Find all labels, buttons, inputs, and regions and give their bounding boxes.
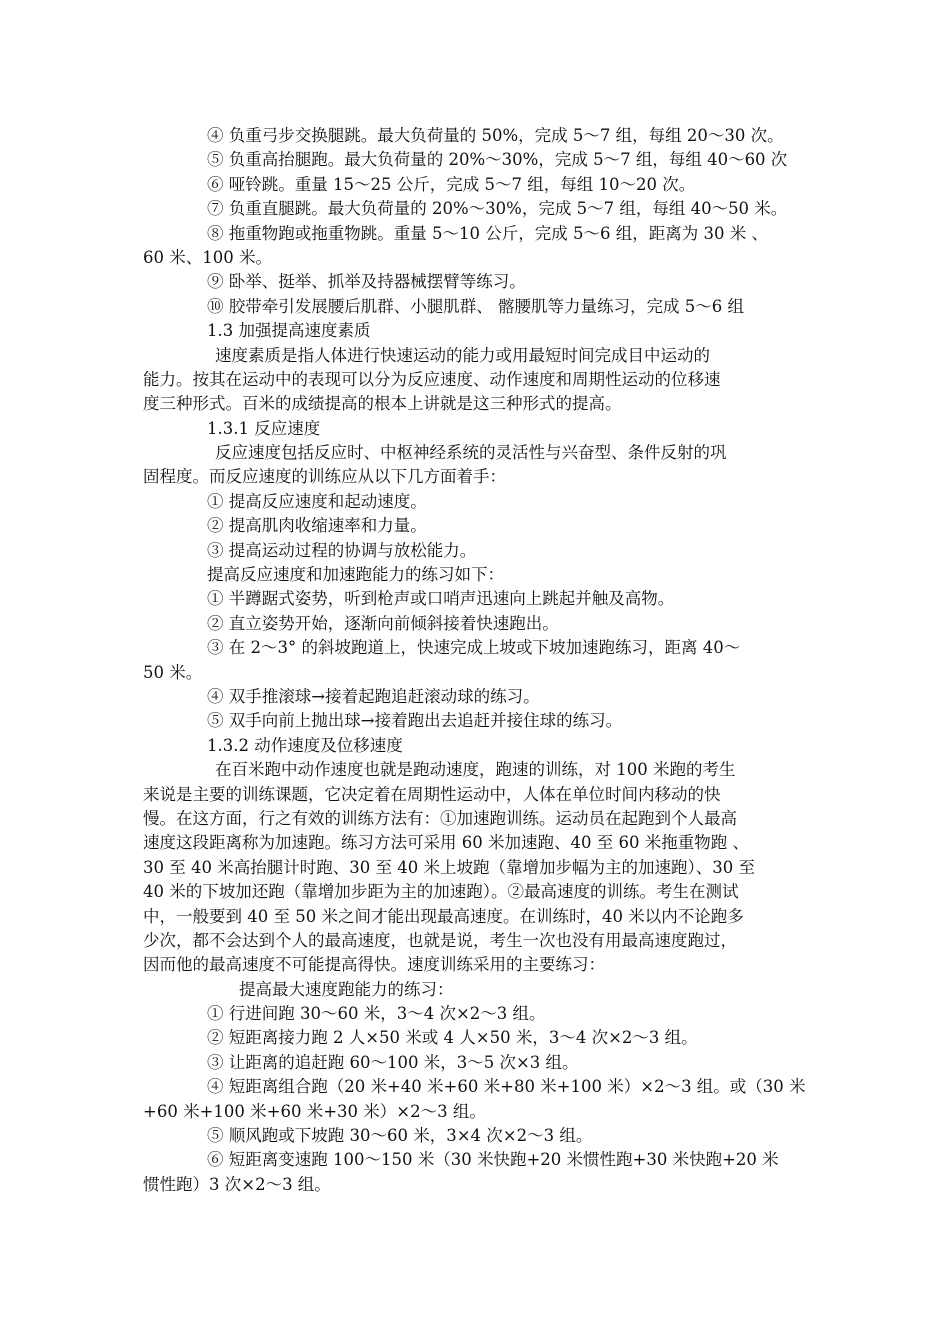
- list-item: ② 短距离接力跑 2 人×50 米或 4 人×50 米，3～4 次×2～3 组。: [207, 1028, 698, 1048]
- list-item: ③ 在 2～3° 的斜坡跑道上，快速完成上坡或下坡加速跑练习，距离 40～: [207, 638, 741, 658]
- list-item: ③ 提高运动过程的协调与放松能力。: [207, 540, 477, 560]
- paragraph-line: 来说是主要的训练课题，它决定着在周期性运动中，人体在单位时间内移动的快: [143, 784, 721, 804]
- list-item: ⑤ 顺风跑或下坡跑 30～60 米，3×4 次×2～3 组。: [207, 1126, 593, 1146]
- list-item: ④ 短距离组合跑（20 米+40 米+60 米+80 米+100 米）×2～3 组。或（30 米: [207, 1077, 806, 1097]
- list-item: ④ 双手推滚球→接着起跑追赶滚动球的练习。: [207, 686, 540, 706]
- paragraph-line: 固程度。而反应速度的训练应从以下几方面着手：: [143, 467, 506, 487]
- subsection-heading: 1.3.2 动作速度及位移速度: [207, 735, 403, 755]
- list-item: ③ 让距离的追赶跑 60～100 米，3～5 次×3 组。: [207, 1052, 579, 1072]
- list-item: ⑤ 负重高抬腿跑。最大负荷量的 20%～30%，完成 5～7 组，每组 40～60 次: [207, 150, 788, 170]
- list-item: ⑥ 哑铃跳。重量 15～25 公斤，完成 5～7 组，每组 10～20 次。: [207, 174, 696, 194]
- paragraph-line: 速度素质是指人体进行快速运动的能力或用最短时间完成目中运动的: [215, 345, 710, 365]
- list-item: ⑤ 双手向前上抛出球→接着跑出去追赶并接住球的练习。: [207, 711, 623, 731]
- paragraph-line: 中，一般要到 40 至 50 米之间才能出现最高速度。在训练时，40 米以内不论跑多: [143, 906, 744, 926]
- list-item-continuation: 惯性跑）3 次×2～3 组。: [143, 1174, 331, 1194]
- list-item: ② 提高肌肉收缩速率和力量。: [207, 516, 427, 536]
- paragraph-line: 因而他的最高速度不可能提高得快。速度训练采用的主要练习：: [143, 955, 605, 975]
- list-item-continuation: 50 米。: [143, 662, 203, 682]
- paragraph-line: 反应速度包括反应时、中枢神经系统的灵活性与兴奋型、条件反射的巩: [215, 443, 727, 463]
- paragraph-line: 度三种形式。百米的成绩提高的根本上讲就是这三种形式的提高。: [143, 394, 622, 414]
- list-item: ① 半蹲踞式姿势，听到枪声或口哨声迅速向上跳起并触及高物。: [207, 589, 675, 609]
- paragraph-line: 在百米跑中动作速度也就是跑动速度，跑速的训练，对 100 米跑的考生: [215, 760, 736, 780]
- paragraph-line: 提高反应速度和加速跑能力的练习如下：: [207, 565, 504, 585]
- paragraph-line: 能力。按其在运动中的表现可以分为反应速度、动作速度和周期性运动的位移速: [143, 369, 721, 389]
- list-item: ⑨ 卧举、挺举、抓举及持器械摆臂等练习。: [207, 272, 526, 292]
- paragraph-line: 速度这段距离称为加速跑。练习方法可采用 60 米加速跑、40 至 60 米拖重物跑 、: [143, 833, 749, 853]
- list-item: ② 直立姿势开始，逐渐向前倾斜接着快速跑出。: [207, 613, 559, 633]
- section-heading: 1.3 加强提高速度素质: [207, 321, 371, 341]
- list-item: ④ 负重弓步交换腿跳。最大负荷量的 50%，完成 5～7 组，每组 20～30 次。: [207, 126, 784, 145]
- paragraph-line: 提高最大速度跑能力的练习：: [239, 979, 454, 999]
- list-item-continuation: +60 米+100 米+60 米+30 米）×2～3 组。: [143, 1101, 486, 1121]
- list-item: ⑦ 负重直腿跳。最大负荷量的 20%～30%，完成 5～7 组，每组 40～50 米。: [207, 199, 788, 219]
- paragraph-line: 30 至 40 米高抬腿计时跑、30 至 40 米上坡跑（靠增加步幅为主的加速跑）、30 至: [143, 857, 755, 877]
- list-item: ⑧ 拖重物跑或拖重物跳。重量 5～10 公斤，完成 5～6 组，距离为 30 米 、: [207, 223, 768, 243]
- paragraph-line: 少次，都不会达到个人的最高速度，也就是说，考生一次也没有用最高速度跑过，: [143, 930, 737, 950]
- paragraph-line: 慢。在这方面，行之有效的训练方法有：①加速跑训练。运动员在起跑到个人最高: [143, 808, 737, 828]
- list-item: ① 提高反应速度和起动速度。: [207, 491, 427, 511]
- paragraph-line: 40 米的下坡加还跑（靠增加步距为主的加速跑）。②最高速度的训练。考生在测试: [143, 882, 739, 902]
- document-body: [143, 124, 815, 1197]
- list-item-continuation: 60 米、100 米。: [143, 247, 272, 267]
- list-item: ⑩ 胶带牵引发展腰后肌群、小腿肌群、 髂腰肌等力量练习，完成 5～6 组: [207, 296, 744, 316]
- list-item: ① 行进间跑 30～60 米，3～4 次×2～3 组。: [207, 1004, 546, 1024]
- subsection-heading: 1.3.1 反应速度: [207, 418, 321, 438]
- list-item: ⑥ 短距离变速跑 100～150 米（30 米快跑+20 米惯性跑+30 米快跑+20 米: [207, 1150, 779, 1170]
